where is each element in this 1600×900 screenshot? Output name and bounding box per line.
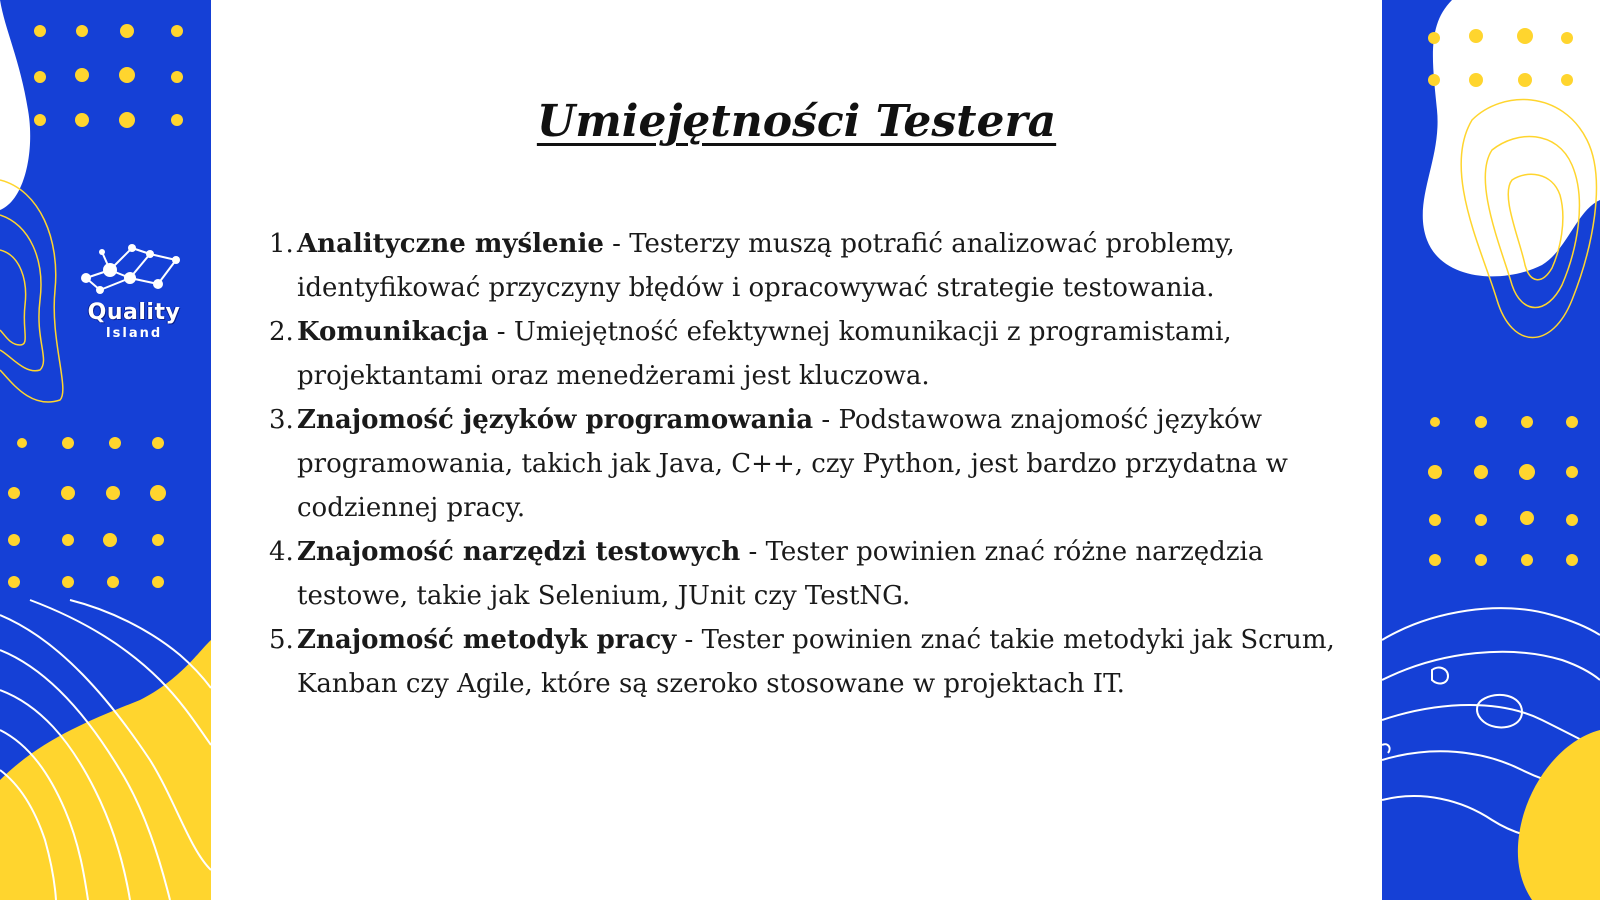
logo-subtitle: Island <box>105 326 163 341</box>
list-item <box>269 310 1342 398</box>
skill-description: - Tester powinien znać różne narzędzia testowe, takie jak Selenium, JUnit czy TestNG. <box>297 537 1264 611</box>
list-item <box>269 618 1342 706</box>
list-item <box>269 530 1342 618</box>
list-item-number: 3. <box>269 405 294 435</box>
quality-island-logo <box>72 240 196 350</box>
right-decoration-art <box>1382 0 1600 900</box>
list-item <box>269 222 1342 310</box>
right-decorative-panel <box>1382 0 1600 900</box>
skill-term: Analityczne myślenie <box>297 229 604 259</box>
skill-description: - Umiejętność efektywnej komunikacji z programistami, projektantami oraz menedżerami jest kluczowa. <box>297 317 1232 391</box>
skill-description: - Testerzy muszą potrafić analizować problemy, identyfikować przyczyny błędów i opracowywać strategie testowania. <box>297 229 1235 303</box>
skills-list <box>269 222 1342 706</box>
list-item-number: 5. <box>269 625 294 655</box>
network-nodes-icon <box>72 240 196 300</box>
skill-term: Znajomość metodyk pracy <box>297 625 677 655</box>
left-decorative-panel <box>0 0 211 900</box>
list-item-number: 2. <box>269 317 294 347</box>
list-item <box>269 398 1342 530</box>
left-decoration-art <box>0 0 211 900</box>
list-item-number: 4. <box>269 537 294 567</box>
page-title: Umiejętności Testera <box>536 96 1057 147</box>
skill-description: - Podstawowa znajomość języków programowania, takich jak Java, C++, czy Python, jest bardzo przydatna w codziennej pracy. <box>297 405 1288 523</box>
skill-description: - Tester powinien znać takie metodyki jak Scrum, Kanban czy Agile, które są szeroko stosowane w projektach IT. <box>297 625 1335 699</box>
logo-name: Quality <box>87 300 181 325</box>
skill-term: Znajomość narzędzi testowych <box>297 537 741 567</box>
skill-term: Znajomość języków programowania <box>297 405 814 435</box>
list-item-number: 1. <box>269 229 294 259</box>
skill-term: Komunikacja <box>297 317 489 347</box>
